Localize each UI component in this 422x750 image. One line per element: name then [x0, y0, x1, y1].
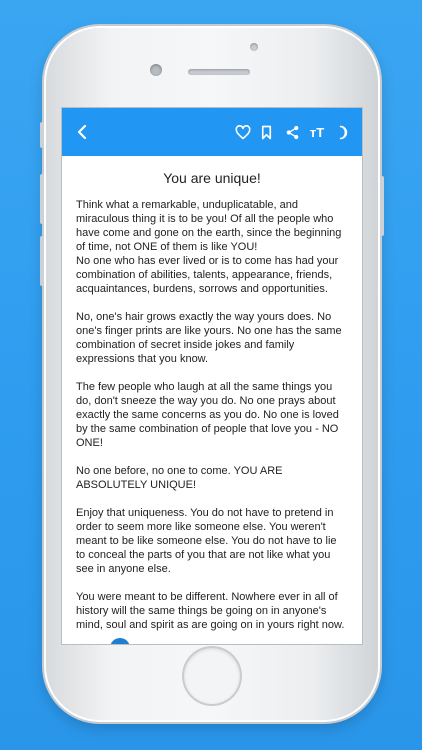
font-size-button[interactable] [306, 108, 328, 156]
article-paragraph: No, one's hair grows exactly the way yours does. No one's finger prints are like yours. No one has the same combination of secret inside jokes and family expressions that you know. [76, 311, 342, 365]
slider-thumb[interactable] [110, 638, 130, 644]
share-button[interactable] [282, 108, 302, 156]
home-button [184, 648, 240, 704]
night-mode-button[interactable] [333, 108, 351, 156]
app-toolbar [62, 108, 362, 156]
chevron-left-icon [76, 124, 88, 140]
article-paragraph: The few people who laugh at all the same things you do, don't sneeze the way you do. No one prays about exactly the same concerns as you do. No one is loved by the same combination of people that love you - NO ONE! [76, 381, 339, 449]
reading-progress-slider[interactable] [76, 638, 348, 644]
bookmark-button[interactable] [257, 108, 275, 156]
sensor-dot [250, 43, 258, 51]
favorite-button[interactable] [233, 108, 253, 156]
mute-switch [40, 122, 44, 148]
back-button[interactable] [70, 108, 94, 156]
heart-icon [235, 125, 251, 140]
moon-icon [336, 125, 348, 140]
app-screen [62, 108, 362, 644]
front-camera [150, 64, 162, 76]
font-size-icon: тT [309, 124, 325, 140]
phone-frame [44, 26, 380, 722]
article-body [62, 170, 362, 632]
earpiece-speaker [188, 69, 250, 75]
article-paragraph: Enjoy that uniqueness. You do not have to pretend in order to seem more like someone else. You weren't meant to be like someone else. You do not have to lie to conceal the parts of you that are not like what you see in anyone else. [76, 507, 337, 575]
volume-down-button [40, 236, 44, 286]
volume-up-button [40, 174, 44, 224]
bookmark-icon [261, 125, 272, 140]
article-paragraph: Think what a remarkable, unduplicatable, and miraculous thing it is to be you! Of all the people who have come and gone on the earth, since the beginning of time, not ONE of them is like YOU! No one who has ever lived or is to come has had your combination of abilities, talents, appearance, friends, acquaintances, burdens, sorrows and opportunities. [76, 199, 342, 295]
article-title: You are unique! [163, 170, 261, 186]
share-icon [285, 125, 300, 140]
power-button [380, 176, 384, 236]
article-paragraph: No one before, no one to come. YOU ARE ABSOLUTELY UNIQUE! [76, 465, 283, 491]
article-paragraph: You were meant to be different. Nowhere ever in all of history will the same things be going on in anyone's mind, soul and spirit as are going on in yours right now. [76, 591, 345, 631]
